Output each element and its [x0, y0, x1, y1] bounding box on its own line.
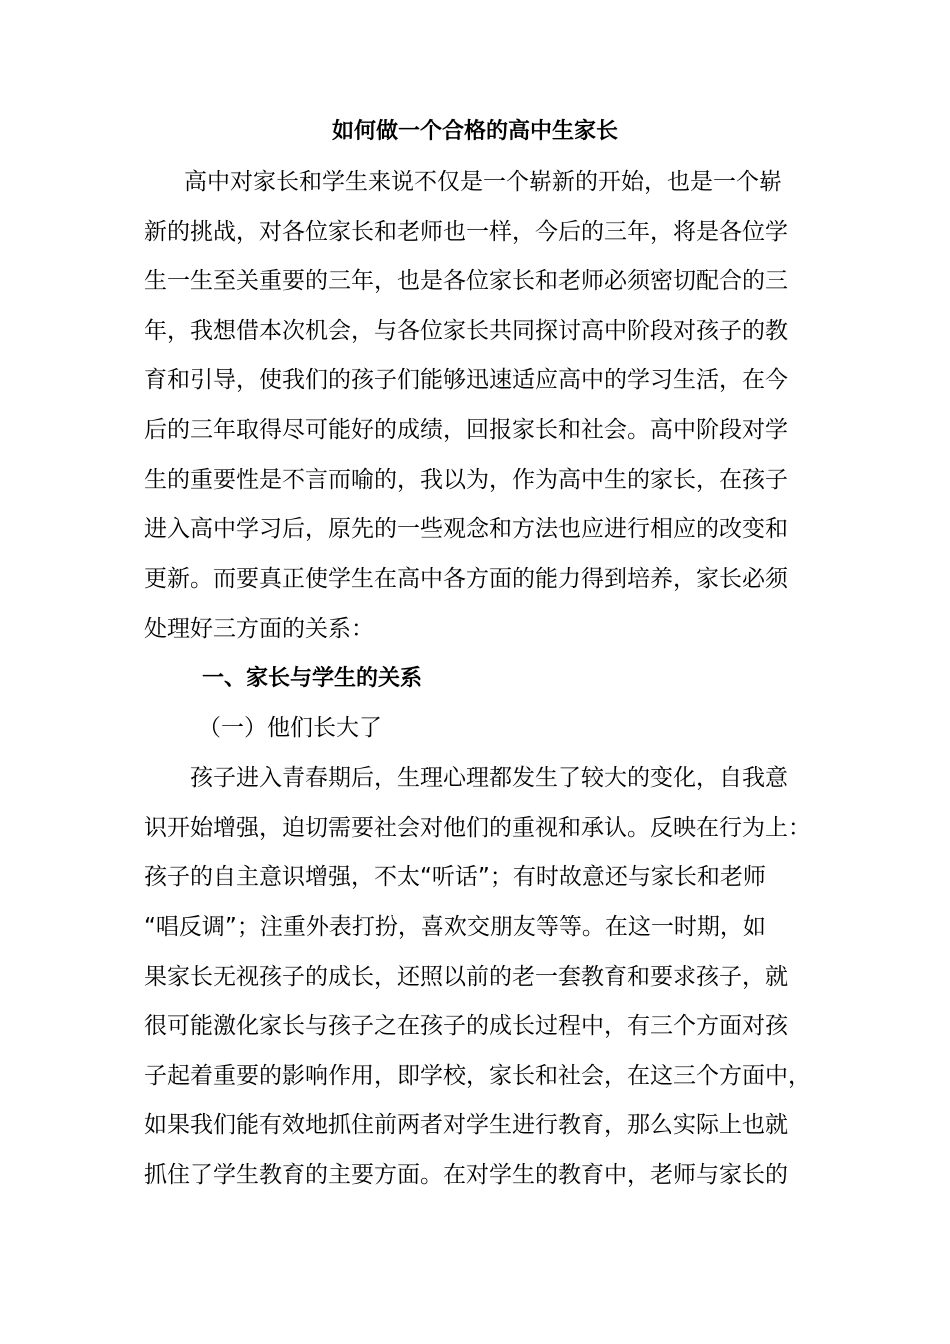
paragraph-line: 如果我们能有效地抓住前两者对学生进行教育，那么实际上也就	[144, 1112, 788, 1138]
subsection-heading: （一）他们长大了	[198, 715, 382, 741]
paragraph-line: 进入高中学习后，原先的一些观念和方法也应进行相应的改变和	[144, 516, 788, 542]
paragraph-line: “唱反调”；注重外表打扮，喜欢交朋友等等。在这一时期，如	[144, 914, 766, 940]
paragraph-line: 果家长无视孩子的成长，还照以前的老一套教育和要求孩子，就	[144, 964, 788, 990]
paragraph-line: 抓住了学生教育的主要方面。在对学生的教育中，老师与家长的	[144, 1162, 788, 1188]
paragraph-line: 孩子的自主意识增强，不太“听话”；有时故意还与家长和老师	[144, 864, 766, 890]
paragraph-line: 子起着重要的影响作用，即学校，家长和社会，在这三个方面中，	[144, 1063, 811, 1089]
paragraph-line: 孩子进入青春期后，生理心理都发生了较大的变化，自我意	[190, 765, 788, 791]
paragraph-line: 育和引导，使我们的孩子们能够迅速适应高中的学习生活，在今	[144, 367, 788, 393]
paragraph-line: 后的三年取得尽可能好的成绩，回报家长和社会。高中阶段对学	[144, 417, 788, 443]
paragraph-line: 生一生至关重要的三年，也是各位家长和老师必须密切配合的三	[144, 268, 788, 294]
paragraph-line: 更新。而要真正使学生在高中各方面的能力得到培养，家长必须	[144, 566, 788, 592]
paragraph-line: 高中对家长和学生来说不仅是一个崭新的开始，也是一个崭	[184, 169, 782, 195]
paragraph-line: 年，我想借本次机会，与各位家长共同探讨高中阶段对孩子的教	[144, 318, 788, 344]
document-title: 如何做一个合格的高中生家长	[331, 119, 618, 144]
paragraph-line: 生的重要性是不言而喻的，我以为，作为高中生的家长，在孩子	[144, 467, 788, 493]
paragraph-line: 新的挑战，对各位家长和老师也一样，今后的三年，将是各位学	[144, 219, 788, 245]
section-heading: 一、家长与学生的关系	[202, 666, 423, 691]
paragraph-line: 很可能激化家长与孩子之在孩子的成长过程中，有三个方面对孩	[144, 1013, 788, 1039]
paragraph-line: 识开始增强，迫切需要社会对他们的重视和承认。反映在行为上：	[144, 815, 811, 841]
paragraph-line: 处理好三方面的关系：	[144, 616, 374, 642]
